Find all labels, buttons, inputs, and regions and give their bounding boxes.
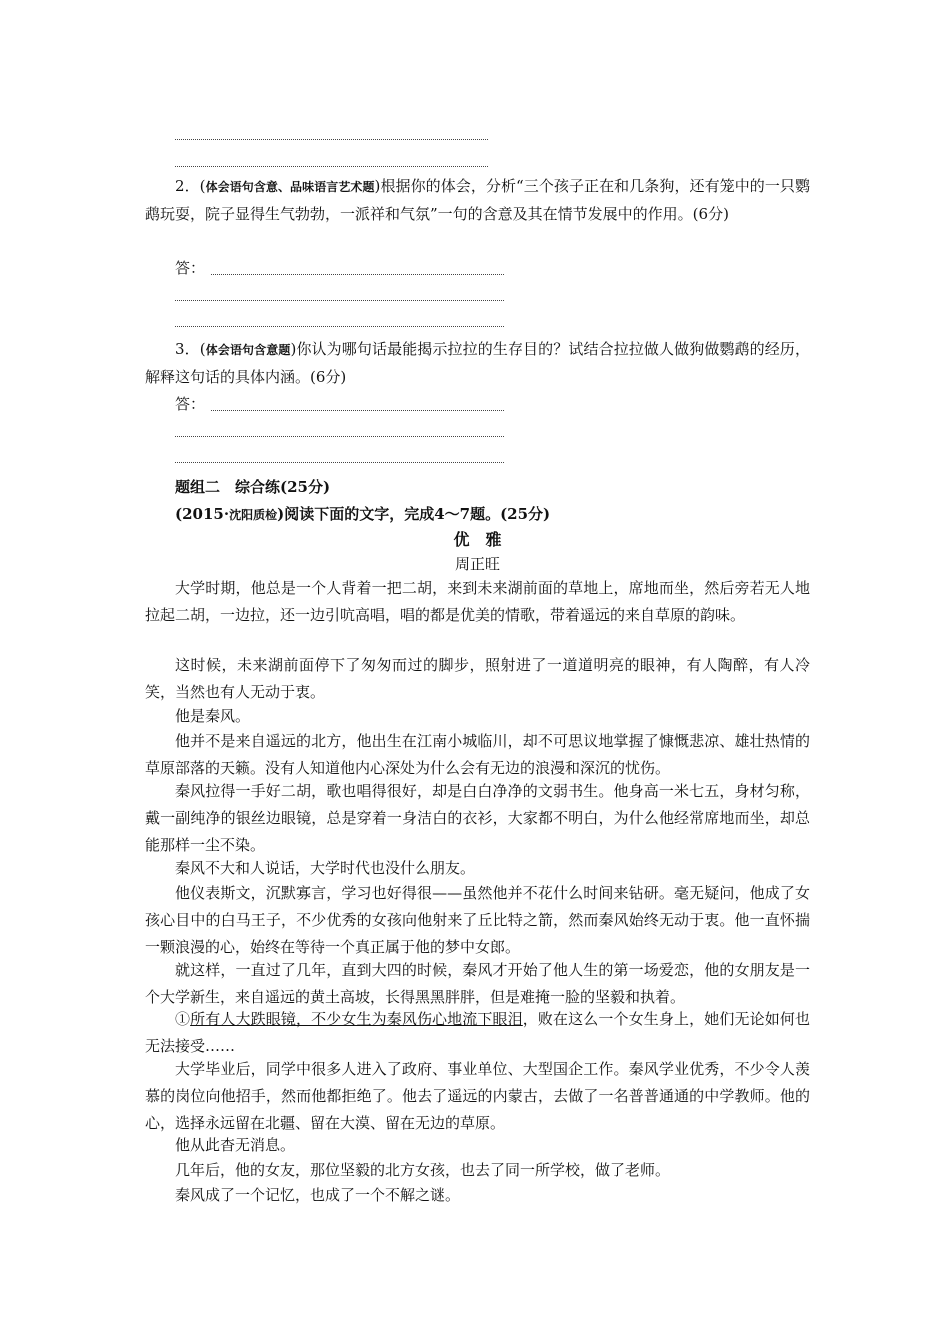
paragraph: 秦风拉得一手好二胡，歌也唱得很好，却是白白净净的文弱书生。他身高一米七五，身材匀称，戴一副纯净的银丝边眼镜，总是穿着一身洁白的衣衫，大家都不明白，为什么他经常席地而坐，却总能那样一尘不染。 [145, 782, 810, 854]
paragraph: 就这样，一直过了几年，直到大四的时候，秦风才开始了他人生的第一场爱恋，他的女朋友是一个大学新生，来自遥远的黄土高坡，长得黑黑胖胖，但是难掩一脸的坚毅和执着。 [145, 961, 810, 1006]
question-3-number: 3．( [175, 340, 206, 358]
answer-line[interactable] [211, 274, 504, 275]
paragraph: 这时候，未来湖前面停下了匆匆而过的脚步，照射进了一道道明亮的眼神，有人陶醉，有人冷笑，当然也有人无动于衷。 [145, 656, 810, 701]
answer-line[interactable] [175, 139, 488, 140]
paragraph: 他是秦风。 [175, 707, 251, 725]
paragraph-rest: ，败在这么一个女生身上，她们无论如何也无法接受…… [145, 1010, 810, 1055]
answer-label: 答： [175, 259, 206, 277]
question-2-number: 2．( [175, 177, 206, 195]
paragraph: 秦风不大和人说话，大学时代也没什么朋友。 [175, 859, 476, 877]
source-line [175, 501, 550, 529]
paragraph: 他并不是来自遥远的北方，他出生在江南小城临川，却不可思议地掌握了慷慨悲凉、雄壮热情的草原部落的天籁。没有人知道他内心深处为什么会有无边的浪漫和深沉的忧伤。 [145, 732, 810, 777]
question-3 [145, 336, 810, 391]
question-2-text: )根据你的体会，分析“三个孩子正在和几条狗，还有笼中的一只鹦鹉玩耍，院子显得生气勃勃，一派祥和气氛”一句的含意及其在情节发展中的作用。(6分) [145, 177, 810, 223]
paragraph: 他仪表斯文，沉默寡言，学习也好得很——虽然他并不花什么时间来钻研。毫无疑问，他成了女孩心目中的白马王子，不少优秀的女孩向他射来了丘比特之箭，然而秦风始终无动于衷。他一直怀揣一颗浪漫的心，始终在等待一个真正属于他的梦中女郎。 [145, 884, 810, 956]
answer-line[interactable] [175, 300, 504, 301]
question-2-tag: 体会语句含意、品味语言艺术题 [205, 180, 375, 194]
source-suffix: )阅读下面的文字，完成4～7题。(25分) [277, 505, 551, 523]
question-2 [145, 173, 810, 228]
source-prefix: (2015· [175, 505, 230, 523]
underlined-sentence: 所有人大跌眼镜，不少女生为秦风伤心地流下眼泪 [190, 1010, 523, 1028]
section-heading: 题组二 综合练(25分) [175, 478, 331, 496]
answer-line[interactable] [175, 166, 488, 167]
answer-line[interactable] [175, 436, 504, 437]
question-3-text: )你认为哪句话最能揭示拉拉的生存目的？试结合拉拉做人做狗做鹦鹉的经历，解释这句话的具体内涵。(6分) [145, 340, 810, 386]
paragraph: 大学毕业后，同学中很多人进入了政府、事业单位、大型国企工作。秦风学业优秀，不少令人羡慕的岗位向他招手，然而他都拒绝了。他去了遥远的内蒙古，去做了一名普普通通的中学教师。他的心，选择永远留在北疆、留在大漠、留在无边的草原。 [145, 1060, 810, 1132]
paragraph: 他从此杳无消息。 [175, 1136, 296, 1154]
sentence-marker: ① [175, 1010, 191, 1028]
paragraph: 秦风成了一个记忆，也成了一个不解之谜。 [175, 1186, 461, 1204]
answer-label: 答： [175, 395, 206, 413]
answer-line[interactable] [175, 462, 504, 463]
paragraph: 几年后，他的女友，那位坚毅的北方女孩，也去了同一所学校，做了老师。 [175, 1161, 671, 1179]
article-title: 优 雅 [453, 530, 502, 549]
answer-line[interactable] [211, 410, 504, 411]
answer-line[interactable] [175, 326, 504, 327]
article-author: 周正旺 [454, 555, 500, 573]
source-tag: 沈阳质检 [229, 508, 278, 522]
paragraph-underlined [145, 1006, 810, 1060]
question-3-tag: 体会语句含意题 [205, 343, 291, 357]
paragraph: 大学时期，他总是一个人背着一把二胡，来到未来湖前面的草地上，席地而坐，然后旁若无人地拉起二胡，一边拉，还一边引吭高唱，唱的都是优美的情歌，带着遥远的来自草原的韵味。 [145, 579, 810, 624]
